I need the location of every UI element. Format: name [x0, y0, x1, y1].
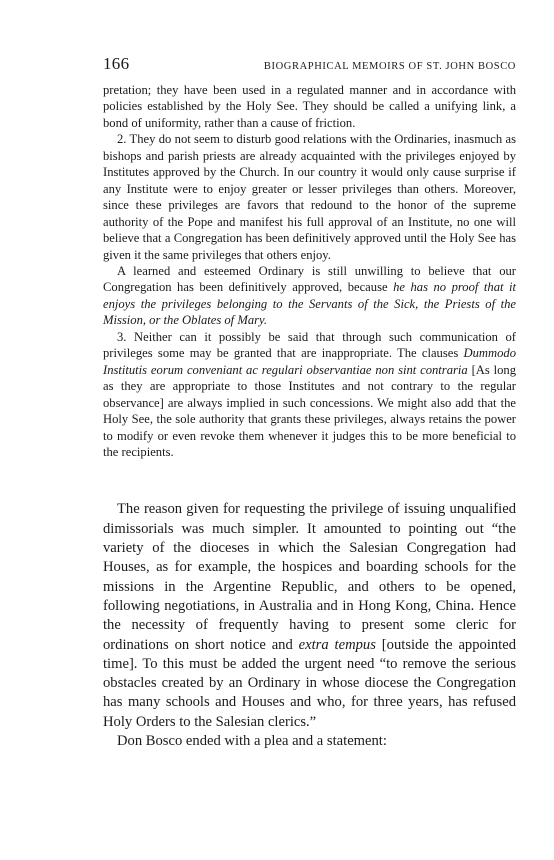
paragraph-text: A learned and esteemed Ordinary is still unwilling to believe that our Congregation has been definitively approved, because — [103, 263, 516, 295]
book-page — [103, 54, 516, 751]
page-header — [103, 54, 516, 76]
paragraph — [103, 500, 516, 732]
paragraph — [103, 263, 516, 329]
italic-text: Dummodo Institutis eorum conveniant ac regulari observantiae non sint contraria — [103, 346, 516, 377]
paragraph-text: [As long as they are appropriate to those Institutes and not contrary to the regular observance] are always implied in such concessions. We might also add that the Holy See, the sole authority that grants these privileges, always retains the power to modify or even revoke them whenever it judges this to be more beneficial to the recipients. — [103, 362, 516, 459]
paragraph: 2. They do not seem to disturb good relations with the Ordinaries, inasmuch as bishops and parish priests are already acquainted with the privileges enjoyed by Institutes approved by the Church. In our country it would only cause surprise if any Institute were to enjoy greater or lesser privileges than others. Moreover, since these privileges are favors that redound to the honor of the supreme authority of the Pope and manifest his full approval of an Institute, no one will believe that a Congregation has been definitively approved until the Holy See has given it the same privileges that others enjoy. — [103, 132, 516, 262]
paragraph: Don Bosco ended with a plea and a statement: — [117, 732, 387, 749]
paragraph: pretation; they have been used in a regulated manner and in accordance with policies established by the Holy See. They should be called a unifying link, a bond of uniformity, rather than a cause of friction. — [103, 83, 516, 130]
italic-text: extra tempus — [298, 636, 376, 653]
paragraph-text: The reason given for requesting the privilege of issuing unqualified dimissorials was much simpler. It amounted to pointing out “the variety of the dioceses in which the Salesian Congregation had Houses, as for example, the hospices and boarding schools for the missions in the Argentine Republic, and others to be opened, following negotiations, in Australia and in Hong Kong, China. Hence the necessity of frequently having to present some cleric for ordinations on short notice and — [103, 501, 516, 653]
running-head: BIOGRAPHICAL MEMOIRS OF ST. JOHN BOSCO — [263, 61, 516, 72]
page-number: 166 — [103, 54, 130, 73]
quoted-passage — [103, 82, 516, 460]
italic-text: he has no proof that it enjoys the privileges belonging to the Servants of the Sick, the Priests of the Mission, or the Oblates of Mary. — [103, 280, 516, 328]
paragraph-text: 3. Neither can it possibly be said that through such communication of privileges some may be granted that are inappropriate. The clauses — [103, 329, 516, 361]
main-text — [103, 500, 516, 751]
paragraph — [103, 329, 516, 461]
paragraph-text: [outside the appointed time]. To this must be added the urgent need “to remove the serious obstacles created by an Ordinary in whose diocese the Congregation has many schools and Houses and who, for three years, has refused Holy Orders to the Salesian clerics.” — [103, 636, 516, 730]
